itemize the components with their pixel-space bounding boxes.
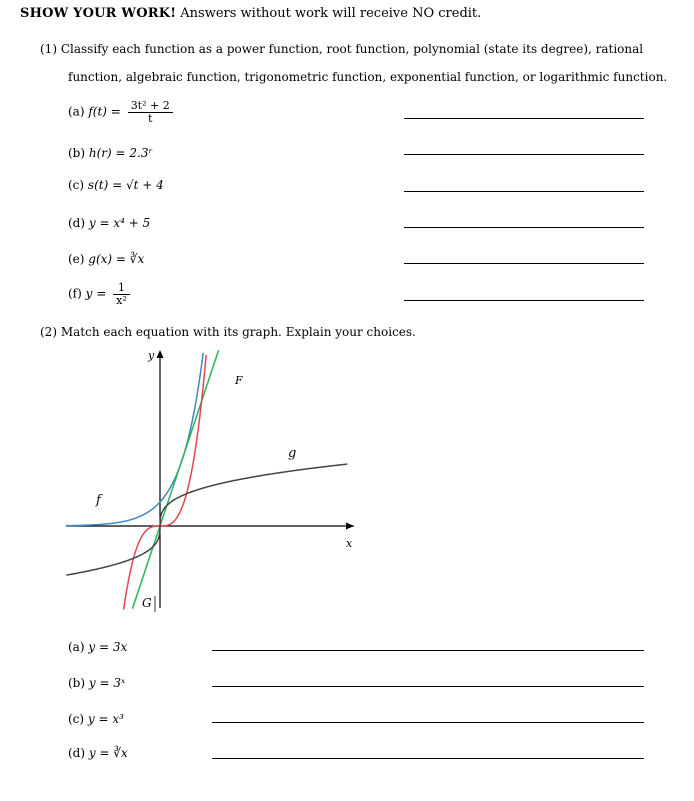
item-label: (d)	[68, 746, 86, 760]
y-axis-arrow	[157, 350, 164, 358]
fraction-denominator: t	[128, 112, 173, 125]
curve-G	[132, 350, 218, 609]
answer-line-1d[interactable]	[404, 227, 644, 228]
item-label: (d)	[68, 216, 86, 230]
item-label: (f)	[68, 286, 82, 301]
instructions-bold: SHOW YOUR WORK!	[20, 6, 177, 21]
item-expression: y = ∛x	[88, 746, 128, 760]
answer-line-2c[interactable]	[212, 722, 644, 723]
problem-2-item-d	[68, 746, 128, 760]
fraction	[113, 282, 130, 306]
label-F: F	[235, 374, 243, 387]
fraction-denominator: x²	[113, 294, 130, 307]
function-graph	[0, 340, 380, 620]
item-expression: y = 3ˣ	[88, 676, 126, 690]
problem-1-item-f	[68, 282, 130, 306]
answer-line-1f[interactable]	[404, 300, 644, 301]
fraction	[128, 100, 173, 124]
instructions-header	[20, 6, 481, 21]
label-g: g	[288, 446, 297, 461]
problem-1-line-1: Classify each function as a power function, root function, polynomial (state its degree), rational	[60, 42, 644, 56]
fraction-numerator: 1	[117, 281, 125, 294]
item-label: (c)	[68, 712, 85, 726]
answer-line-2d[interactable]	[212, 758, 644, 759]
answer-line-2b[interactable]	[212, 686, 644, 687]
item-lhs: f(t) =	[88, 104, 121, 119]
problem-2-item-c	[68, 712, 124, 726]
answer-line-1e[interactable]	[404, 263, 644, 264]
problem-1-prompt	[40, 42, 643, 56]
answer-line-1a[interactable]	[404, 118, 644, 119]
fraction-numerator: 3t² + 2	[130, 99, 170, 112]
curve-f	[66, 353, 203, 526]
problem-1-item-a	[68, 100, 173, 124]
label-f: f	[96, 493, 101, 508]
instructions-text: Answers without work will receive NO credit.	[176, 6, 482, 21]
x-axis-arrow	[346, 523, 354, 530]
curve-g	[66, 464, 347, 575]
item-label: (a)	[68, 640, 85, 654]
item-expression: h(r) = 2.3ʳ	[88, 146, 153, 160]
answer-line-1b[interactable]	[404, 154, 644, 155]
problem-1-item-b	[68, 146, 153, 160]
item-expression: y = x³	[87, 712, 124, 726]
item-label: (a)	[68, 104, 85, 119]
curve-F	[124, 355, 207, 610]
item-label: (b)	[68, 146, 86, 160]
problem-1-line-2: function, algebraic function, trigonometric function, exponential function, or logarithmic function.	[68, 70, 668, 84]
item-expression: y = x⁴ + 5	[88, 216, 151, 230]
problem-2-item-a	[68, 640, 127, 654]
item-expression: y = 3x	[88, 640, 128, 654]
problem-2-text: Match each equation with its graph. Explain your choices.	[60, 325, 416, 339]
problem-1-item-d	[68, 216, 150, 230]
label-G: G	[142, 596, 152, 610]
item-label: (c)	[68, 178, 85, 192]
item-expression: s(t) = √t + 4	[87, 178, 164, 192]
item-lhs: y =	[85, 286, 107, 301]
problem-2-number: (2)	[40, 325, 57, 339]
problem-1-item-c	[68, 178, 164, 192]
y-axis-label: y	[148, 349, 155, 362]
item-label: (e)	[68, 252, 85, 266]
answer-line-1c[interactable]	[404, 191, 644, 192]
x-axis-label: x	[346, 537, 353, 550]
problem-1-number: (1)	[40, 42, 57, 56]
problem-2-prompt	[40, 325, 416, 339]
problem-2-item-b	[68, 676, 125, 690]
answer-line-2a[interactable]	[212, 650, 644, 651]
item-label: (b)	[68, 676, 86, 690]
problem-1-item-e	[68, 252, 144, 266]
item-expression: g(x) = ∛x	[88, 252, 145, 266]
